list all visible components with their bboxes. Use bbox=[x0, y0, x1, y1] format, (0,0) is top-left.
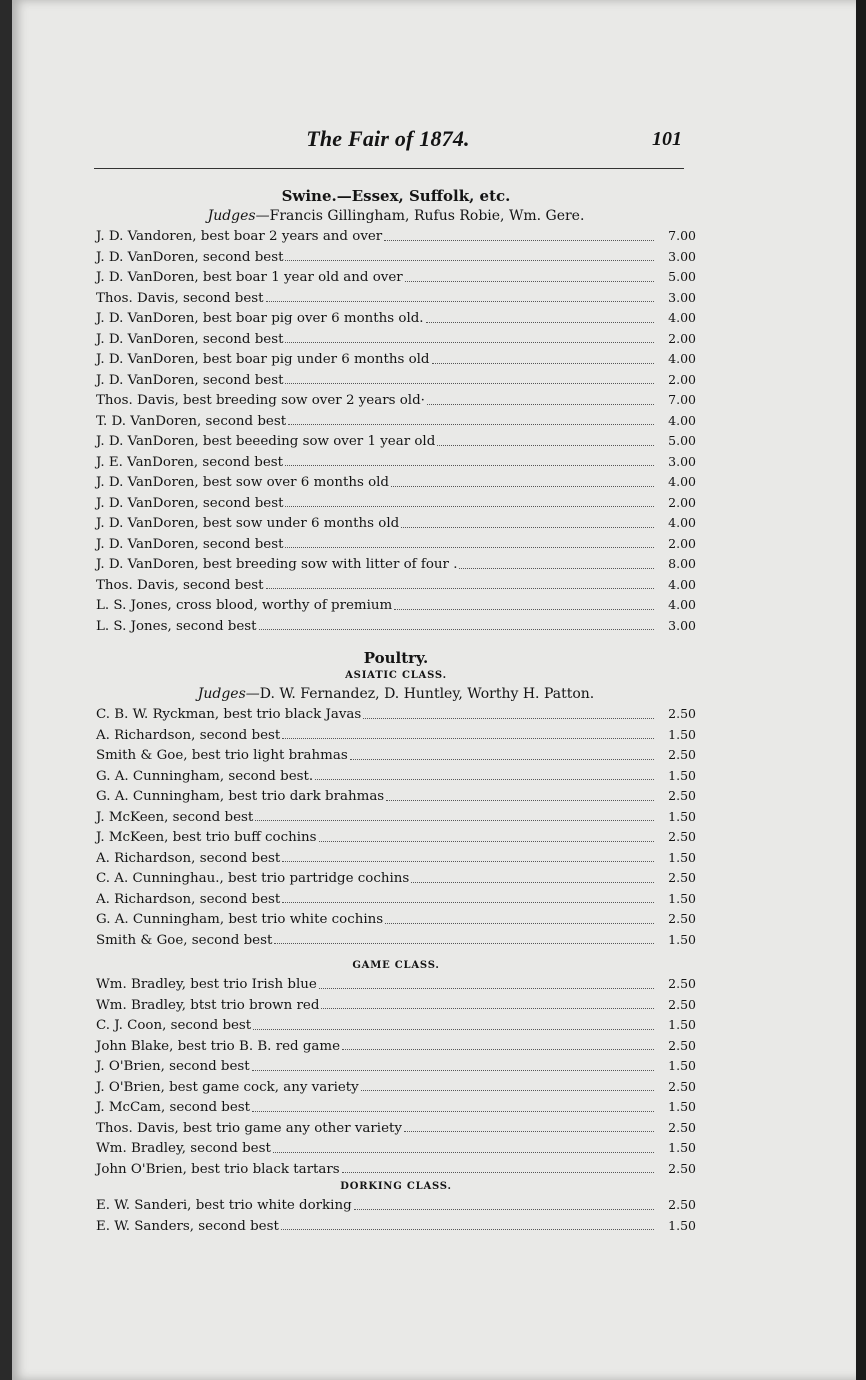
entry-amount: 2.50 bbox=[668, 1119, 696, 1135]
running-head bbox=[92, 122, 684, 162]
dot-leader bbox=[363, 718, 654, 719]
entry-amount: 4.00 bbox=[668, 474, 696, 489]
running-title: The Fair of 1874. bbox=[306, 126, 470, 151]
premium-entry bbox=[96, 1036, 696, 1057]
premium-entry bbox=[96, 868, 696, 889]
dot-leader bbox=[427, 404, 654, 405]
entry-amount: 1.50 bbox=[668, 1017, 696, 1032]
entry-text: J. McKeen, best trio buff cochins bbox=[96, 830, 317, 845]
entry-text: A. Richardson, second best bbox=[96, 727, 281, 743]
dorking-class-heading: DORKING CLASS. bbox=[340, 1181, 452, 1192]
premium-entry bbox=[96, 349, 696, 370]
premium-entry bbox=[96, 554, 696, 575]
entry-amount: 2.00 bbox=[668, 535, 696, 551]
entry-amount: 8.00 bbox=[668, 556, 696, 571]
swine-section-title: Swine.—Essex, Suffolk, etc. bbox=[281, 187, 511, 205]
entry-amount: 1.50 bbox=[668, 1099, 696, 1114]
entry-text: J. O'Brien, best game cock, any variety bbox=[96, 1079, 359, 1095]
entry-amount: 2.50 bbox=[668, 1160, 696, 1176]
premium-entry bbox=[96, 909, 696, 930]
entry-text: C. A. Cunninghau., best trio partridge cochins bbox=[96, 871, 410, 886]
entry-text: G. A. Cunningham, best trio white cochins bbox=[96, 912, 384, 927]
entry-amount: 1.50 bbox=[668, 931, 696, 947]
entry-text: J. D. VanDoren, best beeeding sow over 1 year old bbox=[96, 434, 436, 449]
premium-entry bbox=[96, 1216, 696, 1237]
dot-leader bbox=[401, 527, 654, 528]
judges-label: Judges— bbox=[207, 208, 270, 224]
entry-amount: 4.00 bbox=[668, 310, 696, 325]
premium-entry bbox=[96, 390, 696, 411]
premium-entry bbox=[96, 807, 696, 828]
dot-leader bbox=[342, 1049, 654, 1050]
entry-text: Thos. Davis, best breeding sow over 2 years old· bbox=[96, 393, 425, 408]
dot-leader bbox=[285, 465, 654, 466]
game-entry-list bbox=[96, 974, 696, 1179]
dot-leader bbox=[282, 738, 654, 739]
poultry-judges bbox=[96, 684, 696, 704]
premium-entry bbox=[96, 226, 696, 247]
asiatic-entry-list bbox=[96, 704, 696, 950]
entry-text: J. E. VanDoren, second best bbox=[96, 454, 283, 470]
entry-amount: 1.50 bbox=[668, 890, 696, 906]
entry-amount: 1.50 bbox=[668, 1140, 696, 1155]
premium-entry bbox=[96, 1195, 696, 1216]
entry-amount: 7.00 bbox=[668, 392, 696, 407]
premium-entry bbox=[96, 786, 696, 807]
dot-leader bbox=[273, 1152, 654, 1153]
entry-text: J. D. VanDoren, best boar pig under 6 months old bbox=[96, 352, 430, 367]
dot-leader bbox=[285, 506, 654, 507]
dot-leader bbox=[253, 1029, 654, 1030]
entry-amount: 2.00 bbox=[668, 330, 696, 346]
dot-leader bbox=[350, 759, 654, 760]
entry-text: L. S. Jones, cross blood, worthy of premium bbox=[96, 598, 393, 613]
entry-text: C. J. Coon, second best bbox=[96, 1018, 252, 1033]
entry-amount: 1.50 bbox=[668, 767, 696, 783]
dot-leader bbox=[411, 882, 654, 883]
entry-text: C. B. W. Ryckman, best trio black Javas bbox=[96, 707, 362, 722]
entry-amount: 4.00 bbox=[668, 515, 696, 530]
premium-entry bbox=[96, 616, 696, 637]
dot-leader bbox=[285, 383, 654, 384]
dot-leader bbox=[386, 800, 654, 801]
entry-amount: 4.00 bbox=[668, 576, 696, 592]
entry-amount: 5.00 bbox=[668, 269, 696, 284]
premium-entry bbox=[96, 267, 696, 288]
dot-leader bbox=[437, 445, 654, 446]
entry-text: J. D. VanDoren, best breeding sow with litter of four . bbox=[96, 557, 458, 572]
entry-text: Smith & Goe, best trio light brahmas bbox=[96, 748, 348, 763]
entry-amount: 2.50 bbox=[668, 996, 696, 1012]
entry-amount: 2.00 bbox=[668, 494, 696, 510]
entry-amount: 4.00 bbox=[668, 412, 696, 428]
entry-amount: 2.50 bbox=[668, 976, 696, 991]
entry-amount: 4.00 bbox=[668, 351, 696, 366]
premium-entry bbox=[96, 827, 696, 848]
entry-amount: 1.50 bbox=[668, 726, 696, 742]
header-rule bbox=[94, 168, 684, 169]
premium-entry bbox=[96, 431, 696, 452]
judges-label: Judges— bbox=[197, 686, 260, 702]
dot-leader bbox=[259, 629, 654, 630]
entry-amount: 2.50 bbox=[668, 747, 696, 762]
entry-text: T. D. VanDoren, second best bbox=[96, 413, 287, 429]
premium-entry bbox=[96, 848, 696, 869]
premium-entry bbox=[96, 1015, 696, 1036]
dot-leader bbox=[252, 1111, 654, 1112]
entry-amount: 3.00 bbox=[668, 289, 696, 305]
poultry-section-title: Poultry. bbox=[363, 649, 429, 667]
asiatic-class-heading: ASIATIC CLASS. bbox=[345, 670, 447, 681]
entry-amount: 1.50 bbox=[668, 808, 696, 824]
premium-entry bbox=[96, 513, 696, 534]
entry-text: Wm. Bradley, best trio Irish blue bbox=[96, 977, 317, 992]
entry-text: E. W. Sanders, second best bbox=[96, 1218, 279, 1234]
premium-entry bbox=[96, 308, 696, 329]
entry-amount: 4.00 bbox=[668, 597, 696, 612]
dot-leader bbox=[266, 588, 654, 589]
premium-entry bbox=[96, 889, 696, 910]
entry-amount: 1.50 bbox=[668, 849, 696, 865]
dot-leader bbox=[285, 342, 654, 343]
entry-text: Wm. Bradley, second best bbox=[96, 1141, 271, 1156]
entry-text: J. D. VanDoren, second best bbox=[96, 331, 284, 347]
premium-entry bbox=[96, 493, 696, 514]
entry-text: J. D. VanDoren, second best bbox=[96, 372, 284, 388]
dot-leader bbox=[394, 609, 654, 610]
dot-leader bbox=[385, 923, 654, 924]
dot-leader bbox=[281, 1229, 654, 1230]
premium-entry bbox=[96, 595, 696, 616]
dot-leader bbox=[266, 301, 654, 302]
dot-leader bbox=[361, 1090, 654, 1091]
page-number: 101 bbox=[652, 128, 682, 150]
dot-leader bbox=[405, 281, 654, 282]
entry-text: J. D. VanDoren, best boar pig over 6 months old. bbox=[96, 311, 424, 326]
entry-text: John O'Brien, best trio black tartars bbox=[96, 1161, 340, 1177]
entry-amount: 3.00 bbox=[668, 248, 696, 264]
entry-text: Smith & Goe, second best bbox=[96, 932, 273, 948]
premium-entry bbox=[96, 1056, 696, 1077]
premium-entry bbox=[96, 974, 696, 995]
swine-judges bbox=[96, 206, 696, 226]
entry-amount: 1.50 bbox=[668, 1058, 696, 1073]
swine-entry-list bbox=[96, 226, 696, 636]
dot-leader bbox=[288, 424, 654, 425]
entry-text: Thos. Davis, second best bbox=[96, 577, 264, 593]
page-content bbox=[96, 186, 696, 1236]
premium-entry bbox=[96, 766, 696, 787]
entry-text: J. D. Vandoren, best boar 2 years and over bbox=[96, 229, 383, 244]
entry-text: L. S. Jones, second best bbox=[96, 618, 257, 634]
entry-text: Thos. Davis, best trio game any other variety bbox=[96, 1120, 402, 1136]
entry-amount: 2.50 bbox=[668, 1037, 696, 1053]
entry-amount: 2.00 bbox=[668, 371, 696, 387]
entry-text: J. O'Brien, second best bbox=[96, 1059, 250, 1074]
dot-leader bbox=[342, 1172, 654, 1173]
entry-text: J. D. VanDoren, second best bbox=[96, 536, 284, 552]
entry-text: J. D. VanDoren, second best bbox=[96, 495, 284, 511]
dot-leader bbox=[404, 1131, 654, 1132]
dot-leader bbox=[319, 988, 654, 989]
dot-leader bbox=[274, 943, 654, 944]
entry-amount: 2.50 bbox=[668, 788, 696, 803]
entry-text: G. A. Cunningham, second best. bbox=[96, 768, 314, 784]
dot-leader bbox=[319, 841, 655, 842]
entry-text: A. Richardson, second best bbox=[96, 891, 281, 907]
premium-entry bbox=[96, 1138, 696, 1159]
entry-text: J. D. VanDoren, best sow under 6 months old bbox=[96, 516, 400, 531]
entry-text: J. D. VanDoren, second best bbox=[96, 249, 284, 265]
entry-text: J. McKeen, second best bbox=[96, 809, 254, 825]
premium-entry bbox=[96, 472, 696, 493]
dot-leader bbox=[282, 861, 654, 862]
entry-text: John Blake, best trio B. B. red game bbox=[96, 1038, 341, 1054]
dot-leader bbox=[285, 260, 654, 261]
dot-leader bbox=[354, 1209, 654, 1210]
dorking-entry-list bbox=[96, 1195, 696, 1236]
premium-entry bbox=[96, 452, 696, 473]
entry-text: J. D. VanDoren, best boar 1 year old and over bbox=[96, 270, 403, 285]
entry-amount: 2.50 bbox=[668, 1197, 696, 1212]
dot-leader bbox=[252, 1070, 654, 1071]
dot-leader bbox=[321, 1008, 654, 1009]
premium-entry bbox=[96, 247, 696, 268]
entry-amount: 2.50 bbox=[668, 911, 696, 926]
dot-leader bbox=[282, 902, 654, 903]
premium-entry bbox=[96, 534, 696, 555]
premium-entry bbox=[96, 930, 696, 951]
premium-entry bbox=[96, 370, 696, 391]
dot-leader bbox=[285, 547, 654, 548]
premium-entry bbox=[96, 995, 696, 1016]
entry-amount: 3.00 bbox=[668, 617, 696, 633]
premium-entry bbox=[96, 725, 696, 746]
entry-text: J. D. VanDoren, best sow over 6 months old bbox=[96, 475, 389, 490]
judges-names: D. W. Fernandez, D. Huntley, Worthy H. Patton. bbox=[259, 686, 595, 702]
book-page bbox=[12, 0, 858, 1380]
entry-amount: 3.00 bbox=[668, 453, 696, 469]
page-edge-shadow bbox=[856, 0, 866, 1380]
entry-text: Thos. Davis, second best bbox=[96, 290, 264, 306]
premium-entry bbox=[96, 1097, 696, 1118]
entry-amount: 7.00 bbox=[668, 228, 696, 243]
premium-entry bbox=[96, 1118, 696, 1139]
premium-entry bbox=[96, 288, 696, 309]
premium-entry bbox=[96, 411, 696, 432]
entry-text: G. A. Cunningham, best trio dark brahmas bbox=[96, 789, 385, 804]
premium-entry bbox=[96, 1159, 696, 1180]
entry-amount: 5.00 bbox=[668, 433, 696, 448]
dot-leader bbox=[391, 486, 654, 487]
premium-entry bbox=[96, 745, 696, 766]
entry-text: E. W. Sanderi, best trio white dorking bbox=[96, 1198, 352, 1213]
dot-leader bbox=[255, 820, 654, 821]
dot-leader bbox=[315, 779, 654, 780]
premium-entry bbox=[96, 704, 696, 725]
entry-amount: 1.50 bbox=[668, 1217, 696, 1233]
game-class-heading: GAME CLASS. bbox=[352, 960, 440, 971]
entry-text: J. McCam, second best bbox=[96, 1100, 251, 1115]
entry-amount: 2.50 bbox=[668, 1078, 696, 1094]
premium-entry bbox=[96, 575, 696, 596]
dot-leader bbox=[384, 240, 654, 241]
premium-entry bbox=[96, 329, 696, 350]
dot-leader bbox=[432, 363, 655, 364]
entry-text: A. Richardson, second best bbox=[96, 850, 281, 866]
judges-names: Francis Gillingham, Rufus Robie, Wm. Gere. bbox=[269, 208, 585, 224]
entry-text: Wm. Bradley, btst trio brown red bbox=[96, 997, 320, 1013]
entry-amount: 2.50 bbox=[668, 870, 696, 885]
entry-amount: 2.50 bbox=[668, 829, 696, 844]
entry-amount: 2.50 bbox=[668, 706, 696, 721]
premium-entry bbox=[96, 1077, 696, 1098]
dot-leader bbox=[426, 322, 654, 323]
dot-leader bbox=[459, 568, 654, 569]
